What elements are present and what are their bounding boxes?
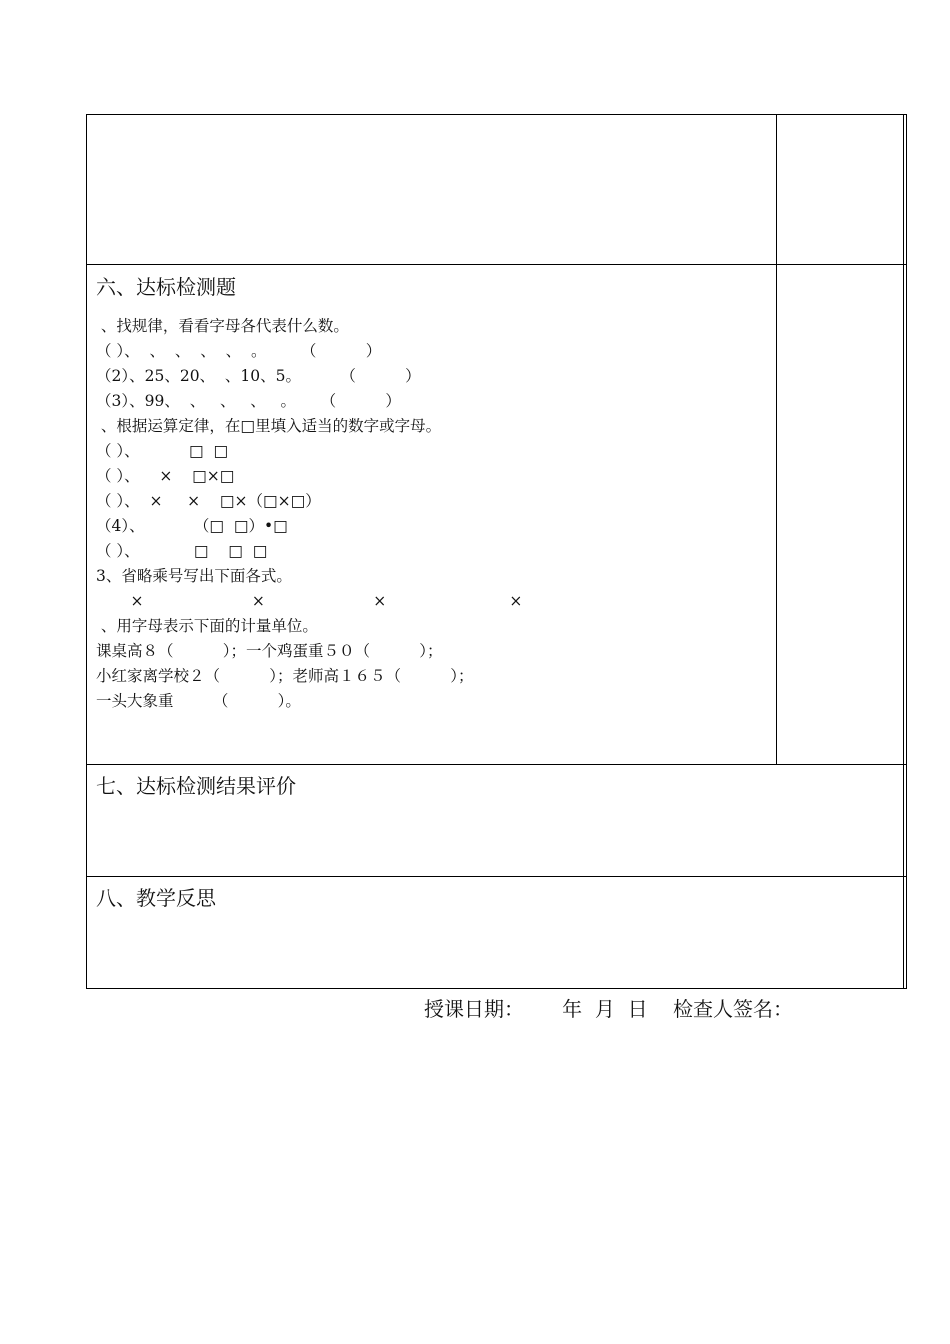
exercise-line: （3）、99、 、 、 、 。 （ ） bbox=[96, 392, 401, 410]
exercise-line: 、找规律，看看字母各代表什么数。 bbox=[96, 317, 349, 335]
exercise-line: 课桌高８（ ）；一个鸡蛋重５０（ ）； bbox=[96, 642, 443, 660]
exercise-line: （ ）、 × □×□ bbox=[96, 467, 235, 485]
exercise-line: （4）、 （□ □）•□ bbox=[96, 517, 288, 535]
row-divider-2 bbox=[86, 764, 906, 765]
exercise-line: 、根据运算定律，在□里填入适当的数字或字母。 bbox=[96, 417, 442, 435]
section-seven-title: 七、达标检测结果评价 bbox=[96, 774, 296, 798]
footer-date-signature: 授课日期： 年 月 日 检查人签名： bbox=[424, 997, 794, 1021]
row-divider-3 bbox=[86, 876, 906, 877]
exercise-line: （ ）、 、 、 、 、 。 （ ） bbox=[96, 342, 382, 360]
exercise-line: 一头大象重 （ ）。 bbox=[96, 692, 301, 710]
row-divider-1 bbox=[86, 264, 906, 265]
exercise-line: （2）、25、20、 、10、5。 （ ） bbox=[96, 367, 421, 385]
section-eight-title: 八、教学反思 bbox=[96, 886, 216, 910]
exercise-line: 3、省略乘号写出下面各式。 bbox=[96, 567, 292, 585]
exercise-line: （ ）、 □ □ bbox=[96, 442, 229, 460]
side-column-divider bbox=[776, 114, 777, 765]
table-right-double-line bbox=[903, 114, 904, 989]
exercise-line: 、用字母表示下面的计量单位。 bbox=[96, 617, 318, 635]
section-six-title: 六、达标检测题 bbox=[96, 275, 236, 299]
exercise-line: × × × × bbox=[96, 592, 523, 610]
exercise-line: （ ）、 □ □ □ bbox=[96, 542, 268, 560]
exercise-line: 小红家离学校２（ ）；老师高１６５（ ）； bbox=[96, 667, 474, 685]
exercise-line: （ ）、 × × □×（□×□） bbox=[96, 492, 321, 510]
